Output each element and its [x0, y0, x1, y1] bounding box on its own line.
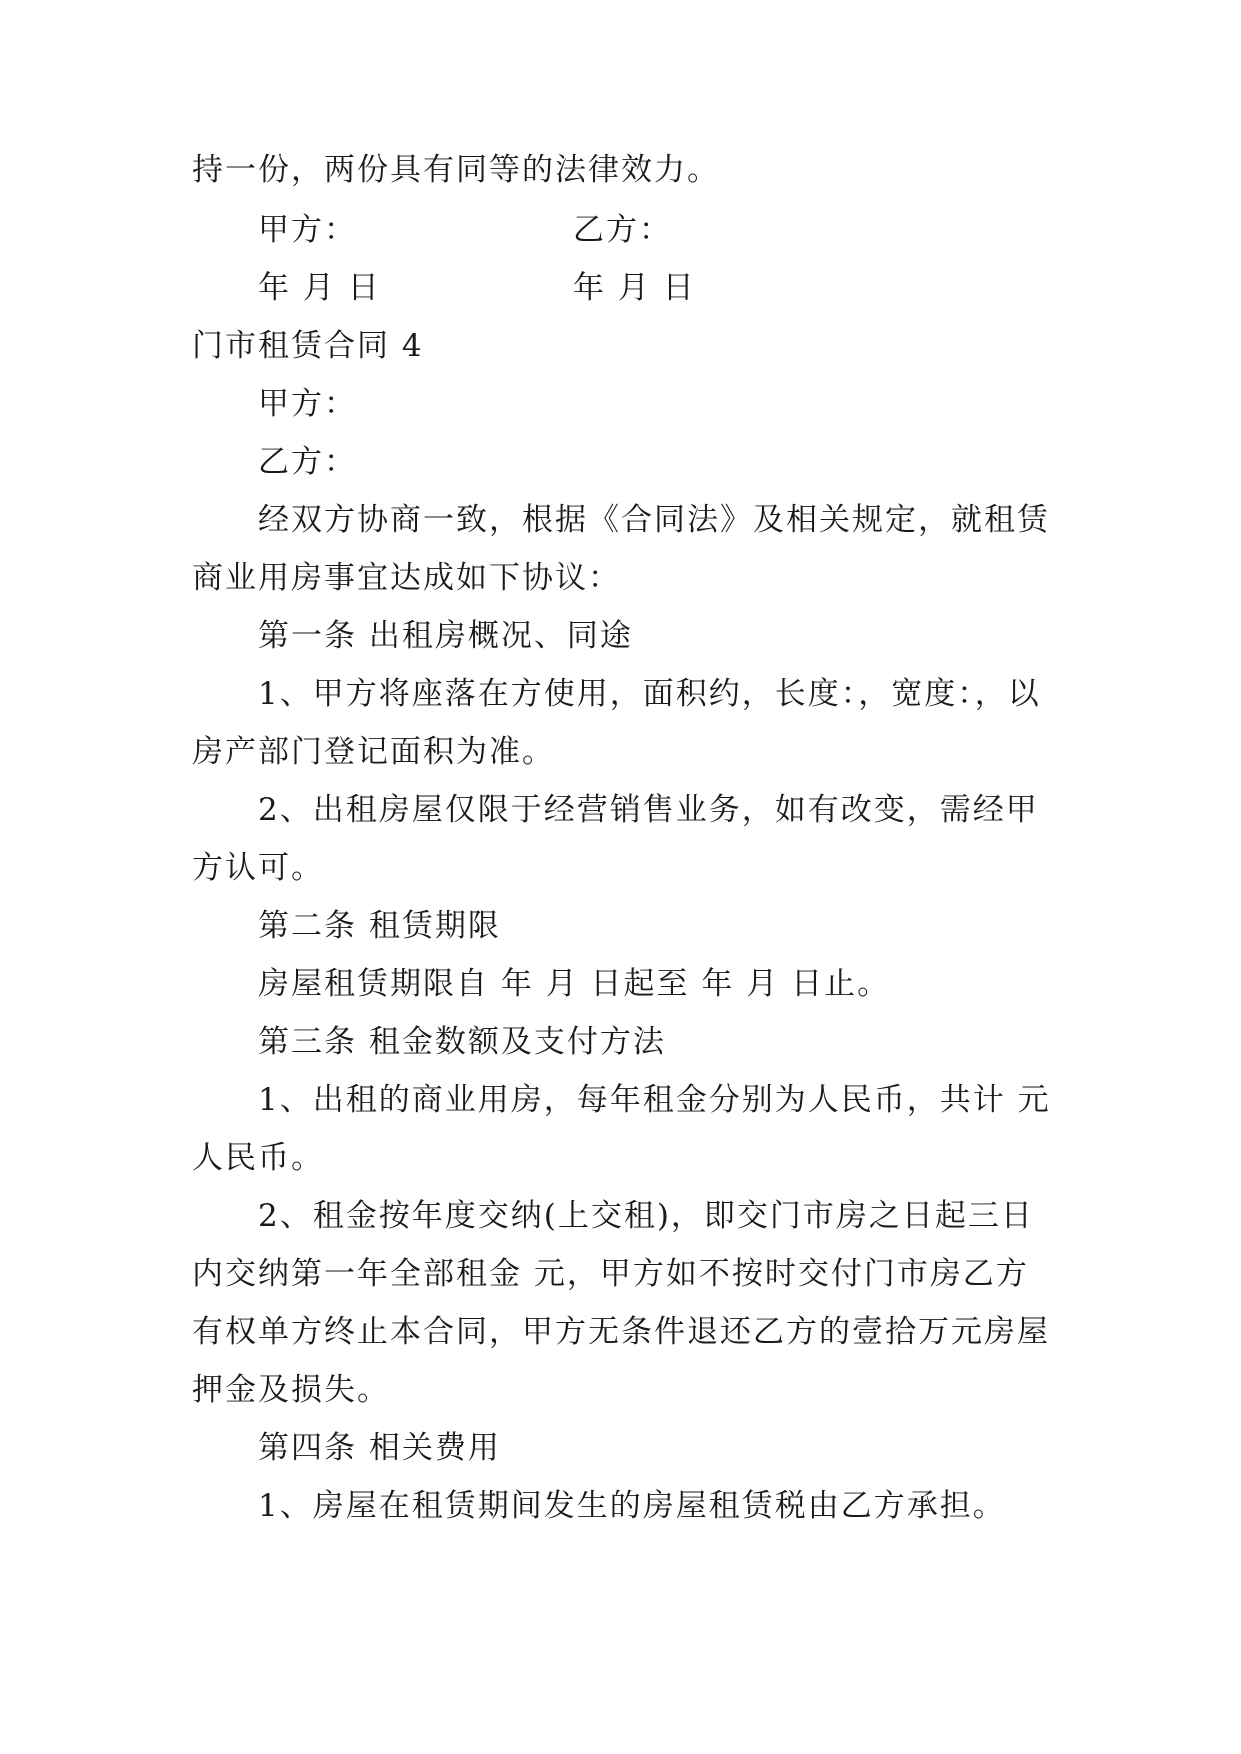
article-1-item-1-line-2: 房产部门登记面积为准。 — [192, 734, 555, 770]
contract-title: 门市租赁合同 4 — [192, 328, 424, 364]
party-b-date-label: 年 月 日 — [573, 270, 696, 306]
article-4-heading: 第四条 相关费用 — [258, 1430, 501, 1466]
party-a-label: 甲方： — [258, 386, 357, 422]
intro-paragraph-line-1: 经双方协商一致，根据《合同法》及相关规定，就租赁 — [258, 502, 1050, 538]
article-1-item-1-line-1: 1、甲方将座落在方使用，面积约，长度：，宽度：，以 — [258, 676, 1041, 712]
intro-paragraph-line-2: 商业用房事宜达成如下协议： — [192, 560, 621, 596]
article-2-heading: 第二条 租赁期限 — [258, 908, 501, 944]
article-2-term: 房屋租赁期限自 年 月 日起至 年 月 日止。 — [258, 966, 891, 1002]
article-4-item-1: 1、房屋在租赁期间发生的房屋租赁税由乙方承担。 — [258, 1488, 1006, 1524]
article-1-item-2-line-1: 2、出租房屋仅限于经营销售业务，如有改变，需经甲 — [258, 792, 1039, 828]
article-1-item-2-line-2: 方认可。 — [192, 850, 324, 886]
article-3-item-2-line-1: 2、租金按年度交纳(上交租)，即交门市房之日起三日 — [258, 1198, 1034, 1234]
article-3-heading: 第三条 租金数额及支付方法 — [258, 1024, 666, 1060]
party-a-date-label: 年 月 日 — [258, 270, 381, 306]
article-3-item-2-line-2: 内交纳第一年全部租金 元，甲方如不按时交付门市房乙方 — [192, 1256, 1029, 1292]
article-3-item-2-line-4: 押金及损失。 — [192, 1372, 390, 1408]
article-3-item-1-line-1: 1、出租的商业用房，每年租金分别为人民币，共计 元 — [258, 1082, 1051, 1118]
party-b-label: 乙方： — [258, 444, 357, 480]
paragraph-continuation: 持一份，两份具有同等的法律效力。 — [192, 152, 720, 188]
article-3-item-1-line-2: 人民币。 — [192, 1140, 324, 1176]
article-1-heading: 第一条 出租房概况、同途 — [258, 618, 633, 654]
party-b-signature-label: 乙方： — [573, 212, 672, 248]
article-3-item-2-line-3: 有权单方终止本合同，甲方无条件退还乙方的壹拾万元房屋 — [192, 1314, 1050, 1350]
party-a-signature-label: 甲方： — [258, 212, 357, 248]
